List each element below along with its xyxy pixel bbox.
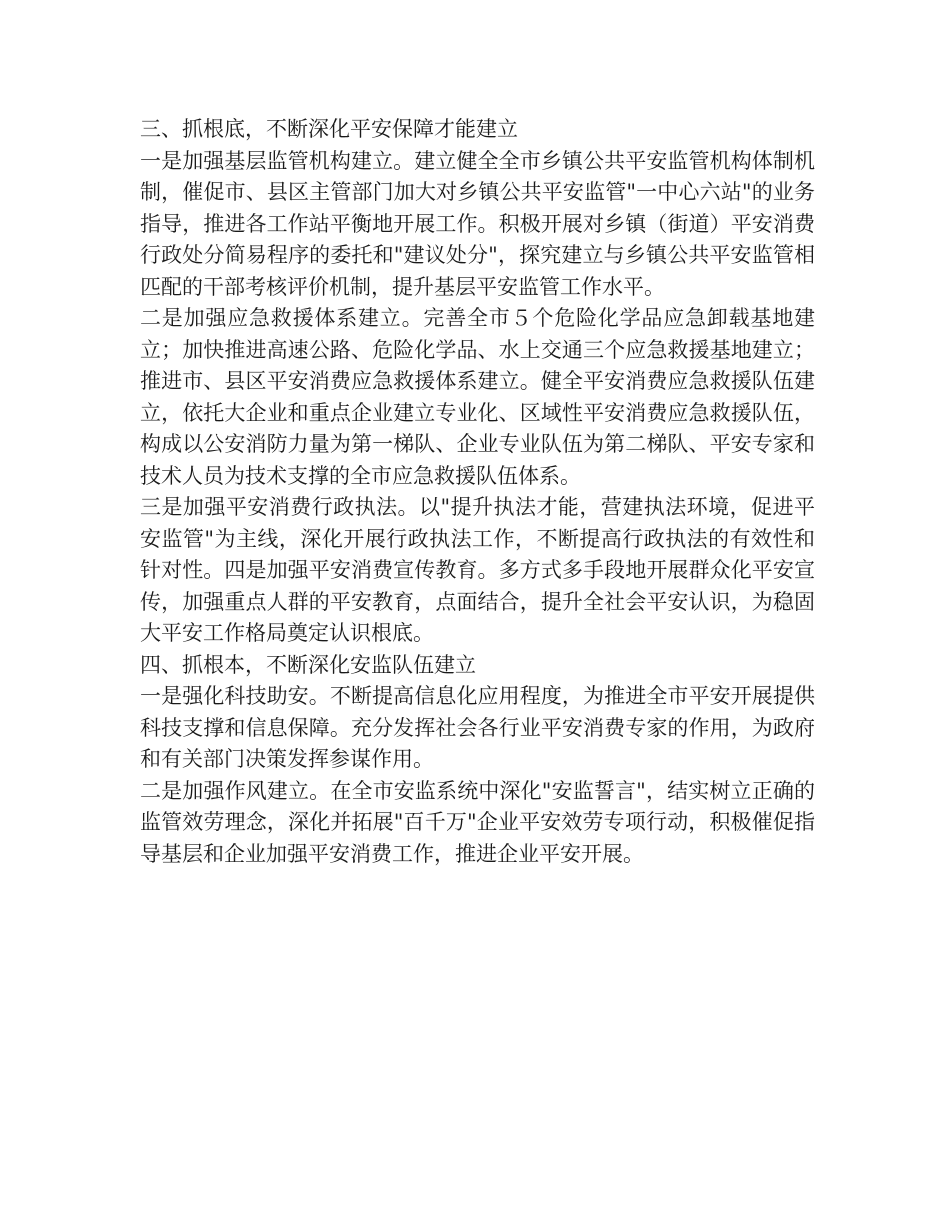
paragraph-technology: 一是强化科技助安。不断提高信息化应用程度，为推进全市平安开展提供科技支撑和信息保障。充分发挥社会各行业平安消费专家的作用，为政府和有关部门决策发挥参谋作用。: [140, 684, 815, 771]
paragraph-work-style: 二是加强作风建立。在全市安监系统中深化"安监誓言"，结实树立正确的监管效劳理念，深化并拓展"百千万"企业平安效劳专项行动，积极催促指导基层和企业加强平安消费工作，推进企业平安开展。: [140, 778, 815, 866]
paragraph-grassroots-supervision: 一是加强基层监管机构建立。建立健全全市乡镇公共平安监管机构体制机制，催促市、县区主管部门加大对乡镇公共平安监管"一中心六站"的业务指导，推进各工作站平衡地开展工作。积极开展对乡镇（街道）平安消费行政处分简易程序的委托和"建议处分"，探究建立与乡镇公共平安监管相匹配的干部考核评价机制，提升基层平安监管工作水平。: [140, 148, 815, 299]
document-body: [140, 114, 815, 870]
paragraph-emergency-rescue: 二是加强应急救援体系建立。完善全市５个危险化学品应急卸载基地建立；加快推进高速公路、危险化学品、水上交通三个应急救援基地建立；推进市、县区平安消费应急救援体系建立。健全平安消费应急救援队伍建立，依托大企业和重点企业建立专业化、区域性平安消费应急救援队伍，构成以公安消防力量为第一梯队、企业专业队伍为第二梯队、平安专家和技术人员为技术支撑的全市应急救援队伍体系。: [140, 306, 815, 488]
section-heading-four: 四、抓根本，不断深化安监队伍建立: [140, 652, 476, 677]
section-heading-three: 三、抓根底，不断深化平安保障才能建立: [140, 117, 518, 141]
paragraph-law-enforcement: 三是加强平安消费行政执法。以"提升执法才能，营建执法环境，促进平安监管"为主线，深化开展行政执法工作，不断提高行政执法的有效性和针对性。四是加强平安消费宣传教育。多方式多手段地开展群众化平安宣传，加强重点人群的平安教育，点面结合，提升全社会平安认识，为稳固大平安工作格局奠定认识根底。: [140, 495, 815, 645]
